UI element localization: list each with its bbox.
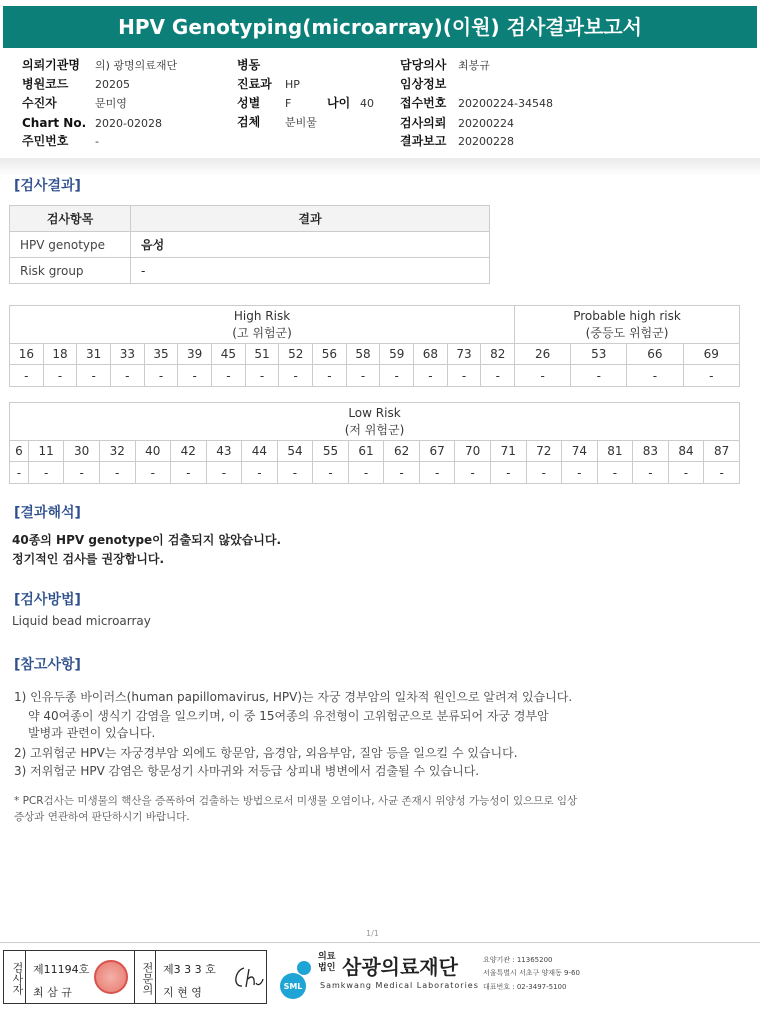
- high-risk-subtitle: (고 위험군): [232, 325, 292, 340]
- low-risk-result-cell: -: [384, 462, 420, 484]
- low-risk-result-cell: -: [242, 462, 278, 484]
- low-risk-result-cell: -: [206, 462, 242, 484]
- low-risk-result-cell: -: [562, 462, 598, 484]
- low-risk-table: [9, 402, 740, 484]
- result-item: Risk group: [10, 258, 131, 284]
- probable-high-risk-header: [515, 306, 740, 344]
- patient-label: 수진자: [22, 96, 57, 110]
- high-risk-type-cell: 35: [144, 344, 178, 365]
- department-value: HP: [285, 78, 300, 91]
- sex-value: F: [285, 97, 292, 110]
- table-row: [10, 258, 490, 284]
- org-english-name: Samkwang Medical Laboratories: [320, 981, 479, 990]
- low-risk-type-cell: 40: [135, 441, 171, 462]
- specialist-label: 전문의: [134, 951, 156, 1003]
- logo-text: SML: [283, 982, 303, 991]
- specialist-name: 지 현 영: [163, 986, 202, 999]
- results-section-title: [검사결과]: [14, 178, 81, 194]
- high-risk-result-cell: -: [10, 365, 44, 387]
- high-risk-title: High Risk: [233, 308, 291, 323]
- high-risk-type-cell: 68: [414, 344, 448, 365]
- col-result-header: 결과: [131, 206, 490, 232]
- high-risk-type-cell: 45: [212, 344, 246, 365]
- sex-label: 성별: [237, 96, 261, 110]
- high-risk-result-cell: -: [279, 365, 313, 387]
- tester-license: 제11194호: [33, 963, 90, 976]
- high-risk-type-cell: 73: [447, 344, 481, 365]
- probable-high-risk-result-cell: -: [627, 365, 683, 387]
- low-risk-result-cell: -: [490, 462, 526, 484]
- high-risk-result-cell: -: [414, 365, 448, 387]
- doctor-value: 최봉규: [458, 59, 490, 72]
- low-risk-result-cell: -: [313, 462, 349, 484]
- low-risk-type-cell: 71: [490, 441, 526, 462]
- low-risk-type-cell: 62: [384, 441, 420, 462]
- signature-box: [3, 950, 267, 1004]
- resident-label: 주민번호: [22, 134, 69, 148]
- high-risk-type-cell: 56: [313, 344, 347, 365]
- note-2: 2) 고위험군 HPV는 자궁경부암 외에도 항문암, 음경암, 외음부암, 질암 등을 일으킬 수 있습니다.: [14, 746, 518, 760]
- low-risk-type-cell: 72: [526, 441, 562, 462]
- pcr-note-1: * PCR검사는 미생물의 핵산을 증폭하여 검출하는 방법으로서 미생물 오염이나, 사균 존재시 위양성 가능성이 있으므로 임상: [14, 795, 578, 807]
- note-1c: 발병과 관련이 있습니다.: [28, 726, 156, 740]
- probable-high-risk-title: Probable high risk: [573, 308, 681, 323]
- col-item-header: 검사항목: [10, 206, 131, 232]
- note-1b: 약 40여종이 생식기 감염을 일으키며, 이 중 15여종의 유전형이 고위험군으로 분류되어 자궁 경부암: [28, 709, 549, 723]
- footer: [0, 942, 760, 1013]
- hospital-code-value: 20205: [95, 78, 130, 91]
- tester-label: 검사자: [4, 951, 26, 1003]
- low-risk-result-cell: -: [455, 462, 491, 484]
- note-1a: 1) 인유두종 바이러스(human papillomavirus, HPV)는 자궁 경부암의 일차적 원인으로 알려져 있습니다.: [14, 690, 573, 704]
- institution-label: 의뢰기관명: [22, 58, 80, 72]
- probable-high-risk-result-cell: -: [515, 365, 571, 387]
- low-risk-type-cell: 74: [562, 441, 598, 462]
- request-label: 검사의뢰: [400, 116, 447, 130]
- high-risk-type-cell: 31: [77, 344, 111, 365]
- high-risk-result-cell: -: [380, 365, 414, 387]
- specialist-license: 제3 3 3 호: [163, 963, 216, 976]
- probable-high-risk-type-cell: 69: [683, 344, 740, 365]
- low-risk-type-cell: 54: [277, 441, 313, 462]
- low-risk-type-cell: 84: [668, 441, 704, 462]
- low-risk-type-cell: 67: [419, 441, 455, 462]
- high-risk-result-cell: -: [178, 365, 212, 387]
- org-name: 삼광의료재단: [342, 955, 458, 979]
- low-risk-result-cell: -: [348, 462, 384, 484]
- high-risk-header: [10, 306, 515, 344]
- probable-high-risk-subtitle: (중등도 위험군): [585, 325, 669, 340]
- report-date-value: 20200228: [458, 135, 514, 148]
- interpretation-section-title: [결과해석]: [14, 505, 81, 521]
- low-risk-type-cell: 30: [64, 441, 100, 462]
- probable-high-risk-result-cell: -: [571, 365, 627, 387]
- result-item: HPV genotype: [10, 232, 131, 258]
- low-risk-title: Low Risk: [348, 405, 401, 420]
- high-risk-table: [9, 305, 740, 387]
- low-risk-type-cell: 81: [597, 441, 633, 462]
- high-risk-type-cell: 18: [43, 344, 77, 365]
- low-risk-type-cell: 87: [704, 441, 740, 462]
- phone: 대표번호 : 02-3497-5100: [483, 983, 567, 991]
- institution-code: 요양기관 : 11365200: [483, 956, 553, 964]
- result-table: [9, 205, 490, 284]
- tester-name: 최 삼 규: [33, 986, 72, 999]
- high-risk-result-cell: -: [144, 365, 178, 387]
- high-risk-type-cell: 33: [111, 344, 145, 365]
- low-risk-result-cell: -: [668, 462, 704, 484]
- high-risk-result-cell: -: [313, 365, 347, 387]
- receipt-label: 접수번호: [400, 96, 447, 110]
- high-risk-result-cell: -: [212, 365, 246, 387]
- result-value: -: [131, 258, 490, 284]
- request-value: 20200224: [458, 117, 514, 130]
- high-risk-type-cell: 52: [279, 344, 313, 365]
- low-risk-result-cell: -: [64, 462, 100, 484]
- hospital-code-label: 병원코드: [22, 77, 69, 91]
- ward-label: 병동: [237, 58, 261, 72]
- low-risk-type-cell: 83: [633, 441, 669, 462]
- chart-value: 2020-02028: [95, 117, 162, 130]
- org-prefix: 의료법인: [318, 952, 336, 973]
- institution-value: 의) 광명의료재단: [95, 59, 178, 72]
- high-risk-type-cell: 59: [380, 344, 414, 365]
- low-risk-result-cell: -: [99, 462, 135, 484]
- high-risk-result-cell: -: [447, 365, 481, 387]
- high-risk-type-cell: 39: [178, 344, 212, 365]
- low-risk-type-cell: 70: [455, 441, 491, 462]
- age-value: 40: [360, 97, 374, 110]
- low-risk-type-cell: 11: [28, 441, 64, 462]
- interpretation-line-2: 정기적인 검사를 권장합니다.: [12, 552, 165, 566]
- report-title: HPV Genotyping(microarray)(이원) 검사결과보고서: [3, 6, 757, 48]
- high-risk-type-cell: 82: [481, 344, 515, 365]
- doctor-label: 담당의사: [400, 58, 447, 72]
- probable-high-risk-type-cell: 66: [627, 344, 683, 365]
- result-value: 음성: [131, 232, 490, 258]
- low-risk-result-cell: -: [633, 462, 669, 484]
- high-risk-result-cell: -: [245, 365, 279, 387]
- low-risk-header: [10, 403, 740, 441]
- low-risk-type-cell: 42: [171, 441, 207, 462]
- low-risk-result-cell: -: [704, 462, 740, 484]
- low-risk-result-cell: -: [277, 462, 313, 484]
- address: 서울특별시 서초구 양재동 9-60: [483, 969, 580, 977]
- method-section-title: [검사방법]: [14, 592, 81, 608]
- low-risk-type-cell: 32: [99, 441, 135, 462]
- pcr-note-2: 증상과 연관하여 판단하시기 바랍니다.: [14, 811, 190, 823]
- method-text: Liquid bead microarray: [12, 614, 151, 628]
- signature-icon: [230, 965, 264, 991]
- chart-label: Chart No.: [22, 116, 87, 130]
- probable-high-risk-type-cell: 26: [515, 344, 571, 365]
- specimen-label: 검체: [237, 115, 261, 129]
- low-risk-type-cell: 61: [348, 441, 384, 462]
- table-row: [10, 232, 490, 258]
- low-risk-result-cell: -: [10, 462, 29, 484]
- probable-high-risk-result-cell: -: [683, 365, 740, 387]
- high-risk-result-cell: -: [346, 365, 380, 387]
- department-label: 진료과: [237, 77, 272, 91]
- high-risk-type-cell: 16: [10, 344, 44, 365]
- low-risk-type-cell: 43: [206, 441, 242, 462]
- low-risk-type-cell: 6: [10, 441, 29, 462]
- specimen-value: 분비물: [285, 116, 317, 129]
- high-risk-result-cell: -: [481, 365, 515, 387]
- low-risk-result-cell: -: [597, 462, 633, 484]
- low-risk-result-cell: -: [526, 462, 562, 484]
- divider-shade: [0, 158, 760, 176]
- notes-section-title: [참고사항]: [14, 657, 81, 673]
- patient-value: 문미영: [95, 97, 127, 110]
- patient-info: [0, 52, 760, 160]
- low-risk-type-cell: 55: [313, 441, 349, 462]
- age-label: 나이: [327, 96, 351, 110]
- interpretation-line-1: 40종의 HPV genotype이 검출되지 않았습니다.: [12, 533, 282, 547]
- low-risk-result-cell: -: [171, 462, 207, 484]
- low-risk-result-cell: -: [28, 462, 64, 484]
- high-risk-result-cell: -: [111, 365, 145, 387]
- probable-high-risk-type-cell: 53: [571, 344, 627, 365]
- note-3: 3) 저위험군 HPV 감염은 항문성기 사마귀와 저등급 상피내 병변에서 검출될 수 있습니다.: [14, 764, 480, 778]
- low-risk-type-cell: 44: [242, 441, 278, 462]
- high-risk-type-cell: 51: [245, 344, 279, 365]
- low-risk-result-cell: -: [419, 462, 455, 484]
- page-number: 1/1: [366, 929, 379, 938]
- low-risk-result-cell: -: [135, 462, 171, 484]
- report-date-label: 결과보고: [400, 134, 447, 148]
- seal-stamp-icon: [94, 960, 128, 994]
- high-risk-result-cell: -: [77, 365, 111, 387]
- receipt-value: 20200224-34548: [458, 97, 553, 110]
- clinical-label: 임상정보: [400, 77, 447, 91]
- sml-logo-icon: [273, 957, 317, 1001]
- high-risk-result-cell: -: [43, 365, 77, 387]
- resident-value: -: [95, 135, 99, 148]
- high-risk-type-cell: 58: [346, 344, 380, 365]
- low-risk-subtitle: (저 위험군): [344, 422, 405, 437]
